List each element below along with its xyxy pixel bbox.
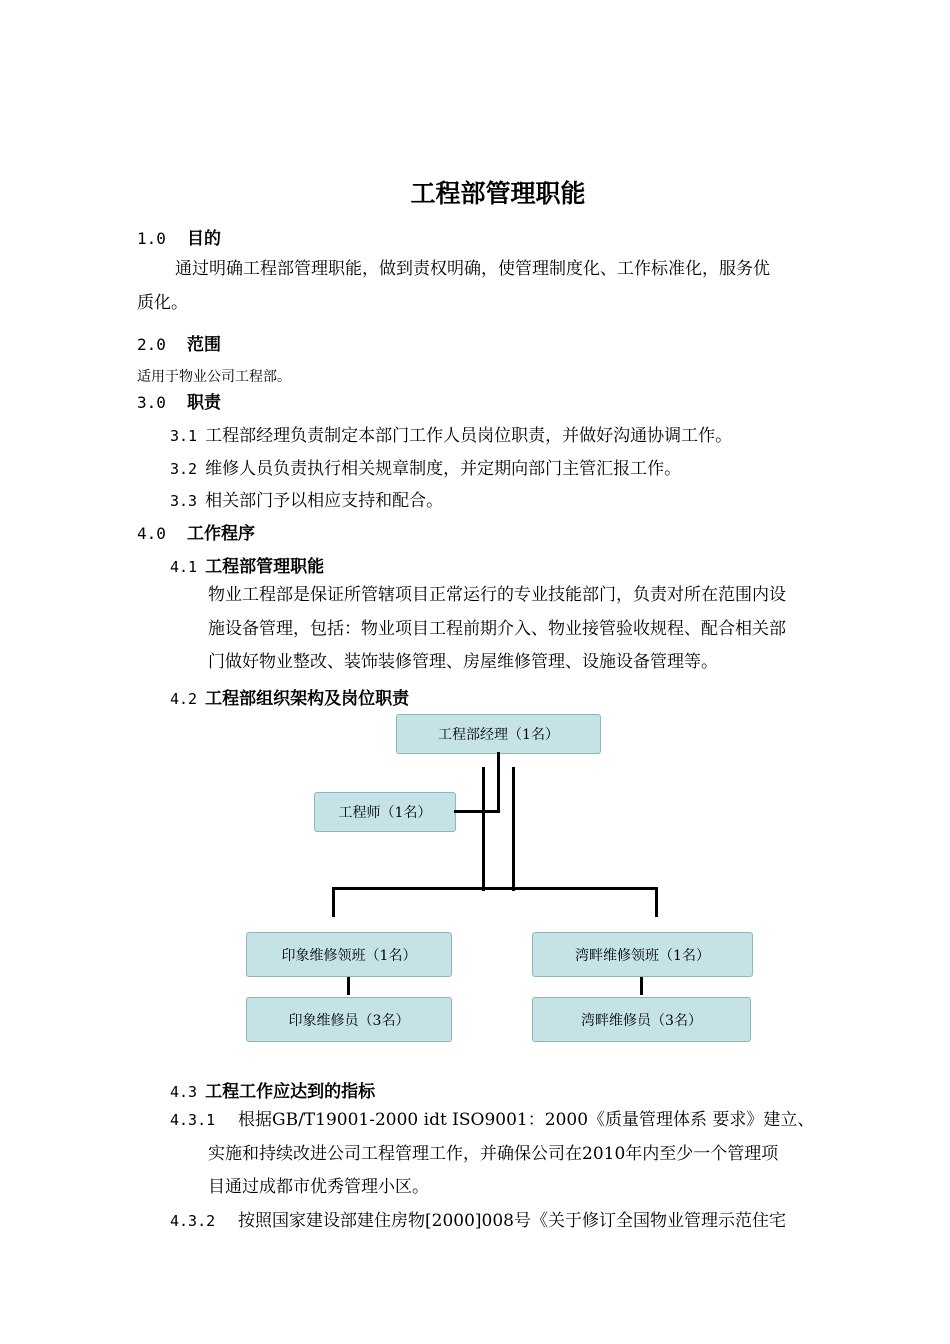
connector-line <box>512 767 515 891</box>
subsection-4-2-heading <box>170 684 409 709</box>
duty-item <box>170 454 681 479</box>
section-1-line-1: 通过明确工程部管理职能，做到责权明确，使管理制度化、工作标准化，服务优 <box>175 259 770 279</box>
section-title: 职责 <box>187 393 221 413</box>
org-box-engineer: 工程师（1名） <box>314 792 456 832</box>
duty-text: 相关部门予以相应支持和配合。 <box>205 491 444 511</box>
org-box-lead-right: 湾畔维修领班（1名） <box>532 932 753 977</box>
connector-line <box>454 810 500 813</box>
duty-text: 工程部经理负责制定本部门工作人员岗位职责，并做好沟通协调工作。 <box>205 426 733 446</box>
duty-text: 维修人员负责执行相关规章制度，并定期向部门主管汇报工作。 <box>205 459 682 479</box>
section-4-heading <box>137 519 255 544</box>
duty-item <box>170 486 443 511</box>
org-box-manager: 工程部经理（1名） <box>396 714 601 754</box>
item-4-3-1-line-1: 根据GB/T19001-2000 idt ISO9001：2000《质量管理体系 要求》建立、 <box>238 1110 815 1130</box>
org-box-staff-right: 湾畔维修员（3名） <box>532 997 751 1042</box>
section-title: 工作程序 <box>187 524 255 544</box>
section-1-line-2: 质化。 <box>137 293 188 313</box>
org-box-lead-left: 印象维修领班（1名） <box>246 932 452 977</box>
org-box-staff-left: 印象维修员（3名） <box>246 997 452 1042</box>
subsection-number: 4.3 <box>170 1083 198 1101</box>
subsection-number: 4.2 <box>170 690 198 708</box>
section-number: 1.0 <box>137 229 166 248</box>
subsection-4-1-line-1: 物业工程部是保证所管辖项目正常运行的专业技能部门，负责对所在范围内设 <box>208 585 786 605</box>
page-title: 工程部管理职能 <box>410 179 586 208</box>
item-4-3-2-number <box>170 1211 215 1231</box>
subsection-4-1-line-2: 施设备管理，包括：物业项目工程前期介入、物业接管验收规程、配合相关部 <box>208 619 786 639</box>
connector-line <box>332 887 335 917</box>
section-number: 4.0 <box>137 524 166 543</box>
item-number: 4.3.1 <box>170 1111 216 1129</box>
subsection-4-1-line-3: 门做好物业整改、装饰装修管理、房屋维修管理、设施设备管理等。 <box>208 652 718 672</box>
item-number: 4.3.2 <box>170 1212 216 1230</box>
duty-item <box>170 421 732 446</box>
connector-line <box>347 977 350 995</box>
item-4-3-1-number <box>170 1110 215 1130</box>
connector-line <box>497 752 500 812</box>
section-1-heading <box>137 224 221 249</box>
item-4-3-1-line-3: 目通过成都市优秀管理小区。 <box>208 1177 429 1197</box>
subsection-title: 工程工作应达到的指标 <box>205 1082 376 1102</box>
section-3-heading <box>137 388 221 413</box>
duty-number: 3.2 <box>170 460 198 478</box>
item-4-3-2-line-1: 按照国家建设部建住房物[2000]008号《关于修订全国物业管理示范住宅 <box>238 1211 786 1231</box>
section-title: 范围 <box>187 335 221 355</box>
section-number: 2.0 <box>137 335 166 354</box>
connector-line <box>655 887 658 917</box>
subsection-title: 工程部管理职能 <box>205 557 325 577</box>
connector-line <box>640 977 643 995</box>
connector-line <box>332 887 658 890</box>
section-2-heading <box>137 330 221 355</box>
section-number: 3.0 <box>137 393 166 412</box>
connector-line <box>482 767 485 891</box>
section-2-text: 适用于物业公司工程部。 <box>137 369 291 385</box>
subsection-number: 4.1 <box>170 558 198 576</box>
subsection-title: 工程部组织架构及岗位职责 <box>205 689 410 709</box>
subsection-4-3-heading <box>170 1077 375 1102</box>
section-title: 目的 <box>187 229 221 249</box>
subsection-4-1-heading <box>170 552 324 577</box>
duty-number: 3.1 <box>170 427 198 445</box>
duty-number: 3.3 <box>170 492 198 510</box>
item-4-3-1-line-2: 实施和持续改进公司工程管理工作，并确保公司在2010年内至少一个管理项 <box>208 1144 779 1164</box>
